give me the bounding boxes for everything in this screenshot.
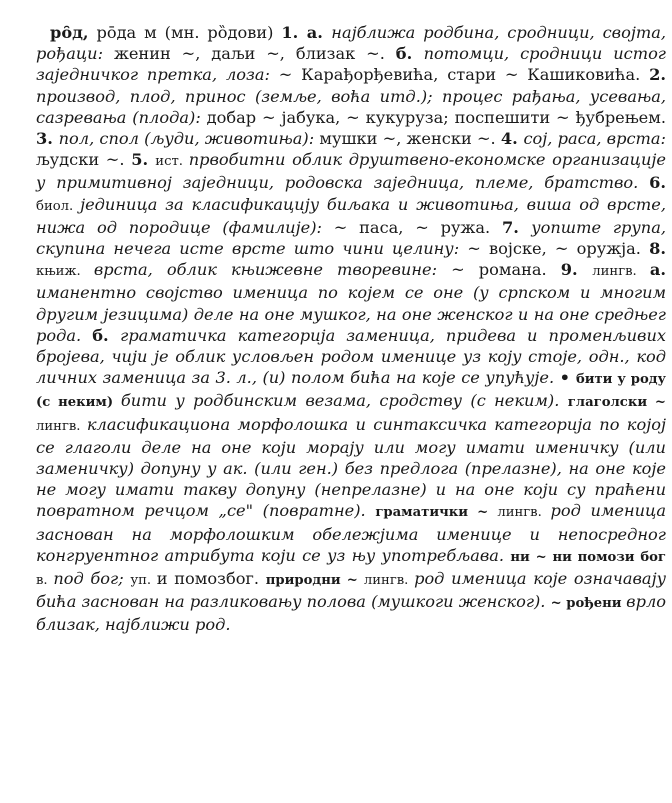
sense-number: 3. (36, 129, 59, 149)
entry-text: ~ романа. (451, 260, 561, 280)
entry-text: женин ~, даљи ~, близак ~. (113, 44, 396, 64)
definition-text: првобитни облик друштвено-економске организације у примитивној заједници, родовска заједница, племе, братство. (36, 150, 666, 193)
entry-text: и помозбог. (156, 569, 266, 589)
definition-text: врло близак, најближи род. (36, 592, 667, 635)
sense-number: 4. (500, 129, 524, 149)
sense-number: 8. (649, 239, 666, 259)
entry-text: ~ војске, ~ оружја. (467, 239, 650, 259)
definition-text: пол, спол (људи, животиња): (58, 129, 320, 149)
definition-text: јединица за класификацију биљака и животиња, виша од врсте, нижа од породице (фамилије): (36, 194, 666, 237)
definition-text: класификациона морфолошка и синтаксичка категорија по којој се глаголи деле на оне који морају или могу имати именичку (или заменичку) допуну у ак. (или ген.) без предлога (прелазне), на оне које не могу имати такву допуну (непрелазне) и на оне који су праћени повратном речцом „се" (повратне). (36, 414, 666, 521)
usage-label: лингв. (363, 573, 415, 589)
definition-text: најближа родбина, сродници, својта, рођаци: (36, 23, 666, 64)
usage-label: лингв. (592, 264, 650, 280)
sense-number: 5. (131, 150, 156, 170)
definition-text: граматичка категорија заменица, придева и променљивих бројева, чији је облик условљен родом именице уз коју стоје, одн., код личних заменица за 3. л., (и) полом бића на које се упућује. (36, 325, 666, 388)
sense-number: б. (92, 325, 121, 345)
definition-text: потомци, сродници истог заједничког претка, лоза: (36, 44, 666, 85)
sense-number: б. (395, 44, 424, 64)
sense-number: а. (649, 260, 666, 280)
phrase-headword: бити у роду (с неким) (36, 372, 667, 411)
entry-text: ~ паса, ~ ружа. (333, 217, 502, 237)
entry-text: добар ~ јабука, ~ кукуруза; поспешити ~ ђубрењем. (206, 107, 666, 127)
dictionary-entry-rod (36, 22, 666, 636)
usage-label: лингв. (497, 505, 551, 521)
dictionary-page (36, 22, 666, 636)
sense-number: • (559, 368, 576, 388)
usage-label: ист. (155, 154, 189, 170)
headword: ро̑д, (50, 23, 89, 42)
phrase-headword: ~ рођени (550, 596, 627, 612)
usage-label: лингв. (36, 418, 87, 434)
definition-text: сој, раса, врста: (523, 129, 666, 149)
definition-text: производ, плод, принос (земље, воћа итд.); процес рађања, усевања, сазревања (плода): (36, 86, 666, 127)
entry-text: мушки ~, женски ~. (319, 129, 501, 149)
phrase-headword: глаголски ~ (567, 395, 666, 411)
definition-text: уопште група, скупина нечега исте врсте што чини целину: (36, 217, 666, 259)
entry-text: ~ Карађорђевића, стари ~ Кашиковића. (278, 65, 650, 85)
usage-label: биол. (36, 198, 81, 214)
sense-number: 1. а. (281, 23, 332, 42)
definition-text: под бог; (53, 569, 131, 589)
definition-text: врста, облик књижевне творевине: (93, 260, 452, 280)
sense-number: 6. (649, 173, 666, 193)
sense-number: 7. (502, 217, 532, 237)
definition-text: род именица које означавају бића заснован на разликовању полова (мушкоги женског). (36, 569, 666, 612)
phrase-headword: граматички ~ (375, 505, 498, 521)
definition-text: иманентно својство именица по којем се оне (у српском и многим другим језицима) деле на оне мушког, на оне женског и на оне средњег рода. (36, 283, 666, 345)
phrase-headword: ни ~ ни помози бог (510, 549, 666, 565)
sense-number: 2. (649, 65, 666, 85)
usage-label: књиж. (36, 264, 94, 280)
phrase-headword: природни ~ (265, 573, 364, 589)
sense-number: 9. (560, 260, 593, 280)
definition-text: род именица заснован на морфолошким обележјима именице и непосредног конгруентног атрибута који се уз њу употребљава. (36, 501, 666, 565)
entry-text: ро̄да м (мн. ро̏дови) (88, 23, 282, 42)
definition-text: бити у родбинским везама, сродству (с неким). (120, 391, 568, 411)
entry-text: људски ~. (36, 150, 132, 170)
usage-label: в. (36, 573, 54, 589)
usage-label: уп. (130, 573, 157, 589)
